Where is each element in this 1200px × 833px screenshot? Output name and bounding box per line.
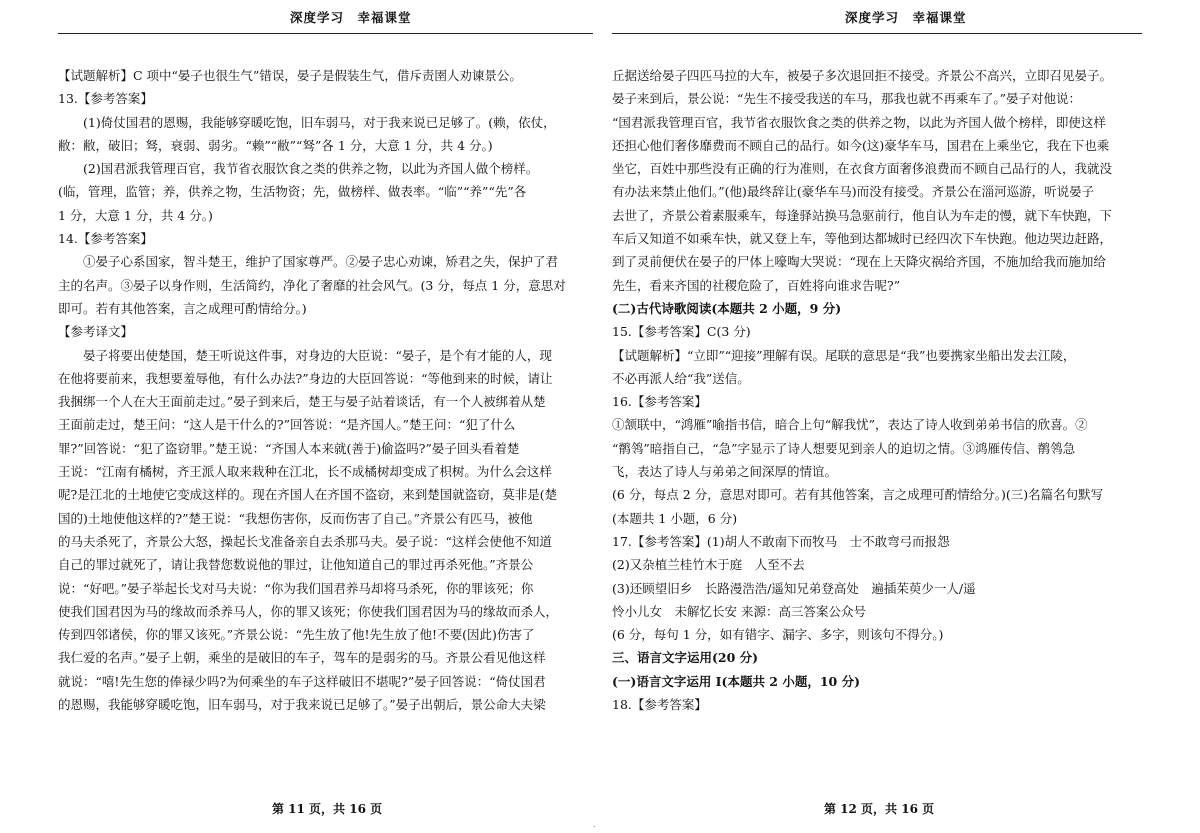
text-line: 17.【参考答案】(1)胡人不敢南下而牧马 士不敢弯弓而报怨 [612, 533, 950, 549]
text-line: 还担心他们奢侈靡费而不顾自己的品行。如今(这)豪华车马，国君在上乘坐它，我在下也乘 [612, 137, 1110, 153]
text-line: 我捆绑一个人在大王面前走过。”晏子到来后，楚王与晏子站着谈话，有一个人被绑着从楚 [58, 394, 546, 410]
text-line: 先生，看来齐国的社稷危险了，百姓将向谁求告呢?” [612, 277, 901, 293]
section-heading: 三、语言文字运用(20 分) [612, 650, 759, 666]
text-line: 丘据送给晏子四匹马拉的大车，被晏子多次退回拒不接受。齐景公不高兴，立即召见晏子。 [612, 68, 1113, 83]
left-page-body [58, 64, 593, 716]
right-page-body [612, 64, 1142, 716]
text-line: 晏子来到后，景公说：“先生不接受我送的车马，那我也就不再乘车了。”晏子对他说： [612, 91, 1082, 107]
text-line: 有办法来禁止他们。”(他)最终辞让(豪华车马)而没有接受。齐景公在淄河巡游，听说晏子 [612, 184, 1095, 200]
text-line: 国的)土地使他这样的?”楚王说：“我想伤害你，反而伤害了自己。”齐景公有匹马，被他 [58, 510, 533, 526]
text-line: 使我们国君因为马的缘故而杀养马人，你的罪又该死；你使我们国君因为马的缘故而杀人， [58, 603, 559, 619]
text-line: 16.【参考答案】 [612, 394, 707, 410]
text-line: 15.【参考答案】C(3 分) [612, 324, 751, 340]
text-line: (2)又杂植兰桂竹木于庭 人至不去 [612, 557, 805, 573]
text-line: 车后又知道不如乘车快，就又登上车，等他到达都城时已经四次下车快跑。他边哭边赶路， [612, 231, 1113, 247]
text-line: ①颔联中，“鸿雁”喻指书信，暗合上句“解我忧”，表达了诗人收到弟弟书信的欣喜。② [612, 417, 1088, 433]
left-page-header: 深度学习 幸福课堂 [290, 10, 412, 25]
text-line: (6 分，每点 2 分，意思对即可。若有其他答案，言之成理可酌情给分。)(三)名篇名句默写 [612, 487, 1104, 503]
text-line: 14.【参考答案】 [58, 231, 153, 247]
text-line: 王面前走过，楚王问：“这人是干什么的?”回答说：“是齐国人。”楚王问：“犯了什么 [58, 417, 516, 433]
text-line: (本题共 1 小题，6 分) [612, 510, 738, 526]
right-header-rule [612, 33, 1142, 34]
text-line: 主的名声。③晏子以身作则，生活简约，净化了奢靡的社会风气。(3 分，每点 1 分，意思对 [58, 277, 566, 293]
text-line: “鹡鸰”暗指自己，“急”字显示了诗人想要见到亲人的迫切之情。③鸿雁传信、鹡鸰急 [612, 440, 1076, 456]
text-line: 飞，表达了诗人与弟弟之间深厚的情谊。 [612, 464, 838, 480]
text-line: 不必再派人给“我”送信。 [612, 370, 750, 386]
text-line: 怜小儿女 未解忆长安 来源：高三答案公众号 [612, 603, 866, 619]
text-line: 我仁爱的名声。”晏子上朝，乘坐的是破旧的车子，驾车的是弱劣的马。齐景公看见他这样 [58, 650, 546, 666]
text-line: 就说：“嘻!先生您的俸禄少吗?为何乘坐的车子这样破旧不堪呢?”晏子回答说：“倚仗国君 [58, 673, 546, 689]
text-line: 敝：敝，破旧；驽，衰弱、弱劣。“赖”“敝”“驽”各 1 分，大意 1 分，共 4 分。) [58, 137, 493, 153]
text-line: 【试题解析】“立即”“迎接”理解有误。尾联的意思是“我”也要携家坐船出发去江陵， [612, 347, 1076, 363]
text-line: (1)倚仗国君的恩赐，我能够穿暖吃饱，旧车弱马，对于我来说已足够了。(赖，依仗， [83, 114, 556, 130]
text-line: ①晏子心系国家，智斗楚王，维护了国家尊严。②晏子忠心劝谏，矫君之失，保护了君 [83, 254, 559, 270]
text-line: 呢?是江北的土地使它变成这样的。现在齐国人在齐国不盗窃，来到楚国就盗窃，莫非是(楚 [58, 487, 558, 503]
left-page-number: 第 11 页，共 16 页 [272, 802, 383, 816]
text-line: (6 分，每句 1 分，如有错字、漏字、多字，则该句不得分。) [612, 627, 944, 643]
bottom-mark: . [593, 820, 596, 829]
text-line: 王说：“江南有橘树，齐王派人取来栽种在江北，长不成橘树却变成了枳树。为什么会这样 [58, 464, 552, 480]
text-line: 去世了，齐景公着素服乘车，每逢驿站换马急驱前行，他自认为车走的慢，就下车快跑，下 [612, 207, 1113, 223]
text-line: 自己的罪过就死了，请让我替您数说他的罪过，让他知道自己的罪过再杀死他。”齐景公 [58, 557, 534, 573]
text-line: 18.【参考答案】 [612, 697, 707, 713]
text-line: (临，管理，监管；养，供养之物，生活物资；先，做榜样、做表率。“临”“养”“先”各 [58, 184, 527, 200]
section-heading: (二)古代诗歌阅读(本题共 2 小题，9 分) [612, 300, 842, 316]
text-line: “国君派我管理百官，我节省衣服饮食之类的供养之物，以此为齐国人做个榜样，即使这样 [612, 114, 1106, 130]
text-line: 说：“好吧。”晏子举起长戈对马夫说：“你为我们国君养马却将马杀死，你的罪该死；你 [58, 580, 534, 596]
text-line: 的恩赐，我能够穿暖吃饱，旧车弱马，对于我来说已足够了。”晏子出朝后，景公命大夫梁 [58, 697, 546, 713]
text-line: 13.【参考答案】 [58, 91, 153, 107]
text-line: 到了灵前便伏在晏子的尸体上嚎啕大哭说：“现在上天降灾祸给齐国，不施加给我而施加给 [612, 254, 1106, 270]
text-line: 在他将要前来，我想要羞辱他，有什么办法?”身边的大臣回答说：“等他到来的时候，请让 [58, 370, 553, 386]
text-line: 1 分，大意 1 分，共 4 分。) [58, 207, 213, 223]
section-heading: (一)语言文字运用 Ⅰ(本题共 2 小题，10 分) [612, 673, 861, 689]
left-header-rule [58, 33, 593, 34]
text-line: 的马夫杀死了，齐景公大怒，操起长戈准备亲自去杀那马夫。晏子说：“这样会使他不知道 [58, 533, 552, 549]
text-line: 传到四邻诸侯，你的罪又该死。”齐景公说：“先生放了他!先生放了他!不要(因此)伤害了 [58, 627, 535, 643]
text-line: 【参考译文】 [58, 324, 134, 340]
right-page-header: 深度学习 幸福课堂 [845, 10, 967, 25]
right-page-number: 第 12 页，共 16 页 [824, 802, 935, 816]
text-line: 罪?”回答说：“犯了盗窃罪。”楚王说：“齐国人本来就(善于)偷盗吗?”晏子回头看着楚 [58, 440, 520, 456]
text-line: 晏子将要出使楚国，楚王听说这件事，对身边的大臣说：“晏子，是个有才能的人，现 [83, 347, 552, 363]
text-line: 即可。若有其他答案，言之成理可酌情给分。) [58, 300, 307, 316]
text-line: (3)还顾望旧乡 长路漫浩浩/遥知兄弟登高处 遍插茱萸少一人/遥 [612, 580, 976, 596]
text-line: 【试题解析】C 项中“晏子也很生气”错误，晏子是假装生气，借斥责圉人劝谏景公。 [58, 68, 522, 83]
text-line: 坐它，百姓中那些没有正确的行为准则，在衣食方面奢侈浪费而不顾自己品行的人，我就没 [612, 161, 1113, 177]
text-line: (2)国君派我管理百官，我节省衣服饮食之类的供养之物，以此为齐国人做个榜样。 [83, 161, 539, 177]
